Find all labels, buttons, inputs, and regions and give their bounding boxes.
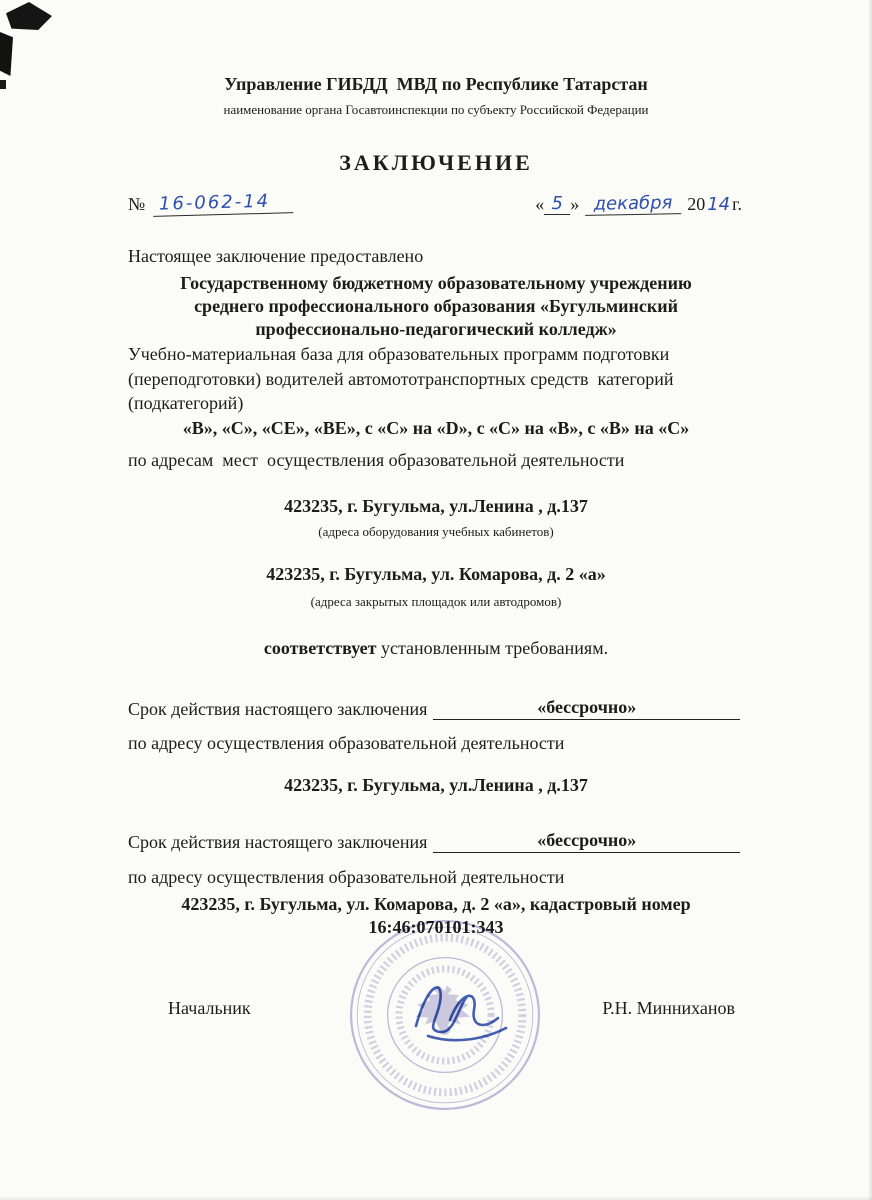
org-name: Управление ГИБДД МВД по Республике Татарстан: [224, 74, 648, 94]
validity-address-1: 423235, г. Бугульма, ул.Ленина , д.137: [284, 775, 588, 795]
validity-value: «бессрочно»: [537, 697, 637, 717]
addresses-intro: по адресам мест осуществления образовательной деятельности: [128, 450, 625, 470]
validity-address-intro-2: по адресу осуществления образовательной деятельности: [128, 867, 565, 887]
official-round-stamp: [345, 915, 545, 1115]
quote-open: «: [535, 194, 545, 214]
scan-artifact: [0, 32, 13, 76]
validity-value: «бессрочно»: [537, 830, 637, 850]
number-date-line: [128, 192, 742, 215]
grantee-line: среднего профессионального образования «Бугульминский: [194, 296, 678, 316]
validity-label: Срок действия настоящего заключения: [128, 832, 428, 852]
address-2-caption: (адреса закрытых площадок или автодромов): [310, 594, 562, 609]
document-date: [535, 193, 742, 215]
signer-position: Начальник: [168, 998, 251, 1018]
validity-line-1: [128, 697, 740, 720]
signer-name: Р.Н. Минниханов: [602, 998, 735, 1018]
cadastral-number: 16:46:070101:343: [368, 917, 504, 937]
conformity-rest: установленным требованиям.: [376, 638, 609, 658]
document-title: ЗАКЛЮЧЕНИЕ: [339, 150, 533, 175]
conformity-bold: соответствует: [263, 638, 377, 658]
address-2: 423235, г. Бугульма, ул. Комарова, д. 2 «а»: [266, 564, 606, 584]
license-categories: «В», «С», «СЕ», «ВЕ», с «С» на «D», с «С» на «В», с «В» на «С»: [182, 418, 690, 438]
training-base-paragraph: [128, 342, 752, 416]
grantee-line: Государственному бюджетному образовательному учреждению: [180, 273, 692, 293]
eagle-emblem: [415, 985, 470, 1031]
grantee-line: профессионально-педагогический колледж»: [255, 319, 617, 339]
handwritten-signature: [398, 962, 524, 1054]
validity-address-2: [100, 893, 772, 939]
paragraph-line: (подкатегорий): [128, 393, 244, 413]
paragraph-line: (переподготовки) водителей автомототранспортных средств категорий: [128, 368, 674, 389]
grantee-name: [128, 272, 744, 341]
scan-edge-shadow: [0, 1196, 872, 1200]
validity-line-2: [128, 830, 740, 853]
conformity-statement: [0, 638, 872, 659]
scan-artifact: [6, 2, 52, 30]
address-1: 423235, г. Бугульма, ул.Ленина , д.137: [284, 496, 588, 516]
year-prefix: 20: [687, 194, 706, 214]
validity-address-intro-1: по адресу осуществления образовательной деятельности: [128, 733, 565, 753]
intro-line: Настоящее заключение предоставлено: [128, 246, 424, 266]
year-handwritten: 14: [707, 194, 731, 215]
quote-close: »: [570, 194, 580, 214]
validity-underline: [433, 830, 740, 853]
validity-underline: [433, 697, 740, 720]
day-handwritten: 5: [544, 193, 570, 215]
year-suffix-g: г.: [732, 194, 742, 214]
paragraph-line: Учебно-материальная база для образовательных программ подготовки: [128, 344, 670, 364]
validity-label: Срок действия настоящего заключения: [128, 699, 428, 719]
number-label: №: [128, 194, 146, 214]
number-value-handwritten: 16-062-14: [153, 190, 294, 217]
address-1-caption: (адреса оборудования учебных кабинетов): [318, 524, 554, 539]
org-subtitle: наименование органа Госавтоинспекции по субъекту Российской Федерации: [223, 102, 649, 117]
month-handwritten: декабря: [585, 192, 681, 216]
document-number: [128, 192, 293, 215]
validity-address-2-line: 423235, г. Бугульма, ул. Комарова, д. 2 «а», кадастровый номер: [181, 894, 691, 914]
